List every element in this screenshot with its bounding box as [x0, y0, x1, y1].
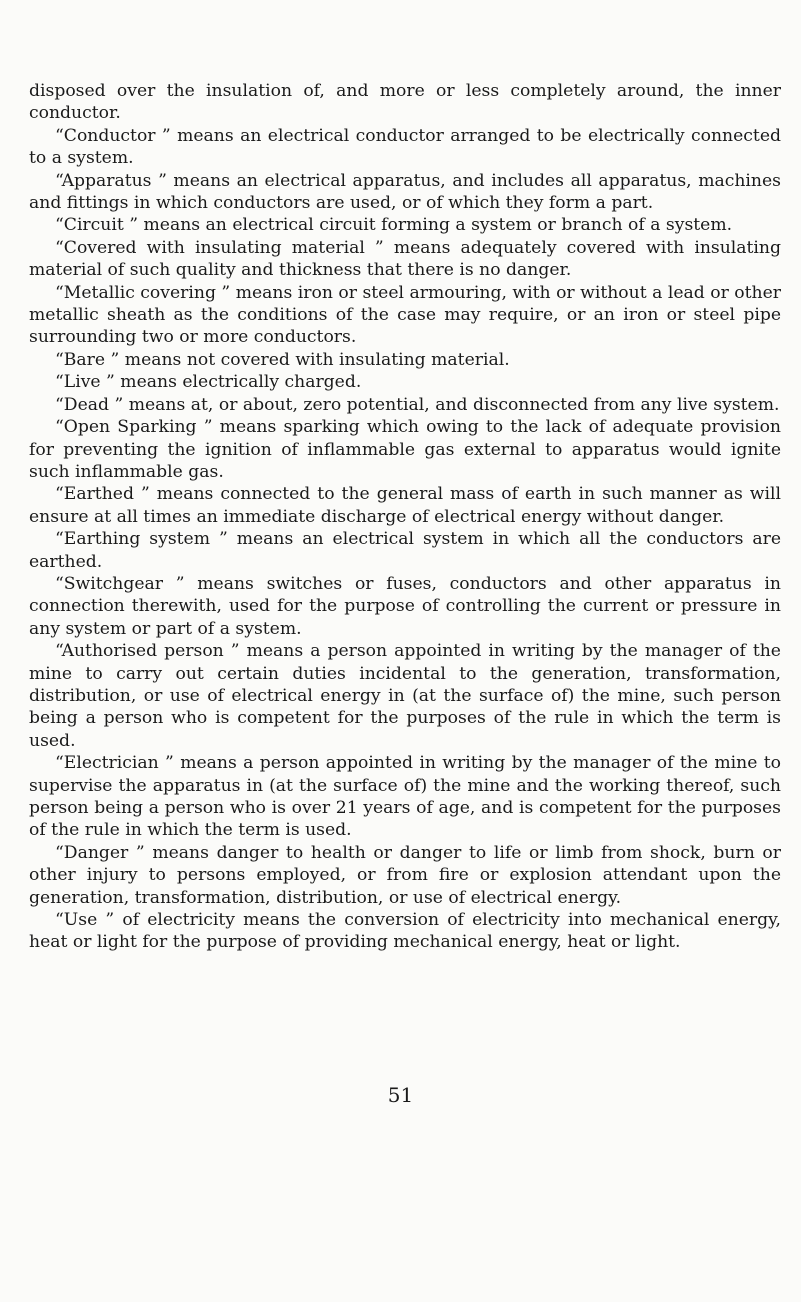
definition-earthing-system	[29, 528, 781, 573]
definition-conductor	[29, 125, 781, 170]
para-10-text: means connected to the general mass of earth in such manner as will ensure at all times an immediate discharge of electrical energy without danger.	[29, 484, 781, 527]
definition-earthed	[29, 483, 781, 528]
para-7-term: “Live ”	[55, 372, 115, 393]
para-15-term: “Danger ”	[55, 842, 145, 863]
para-3-text: means an electrical circuit forming a system or branch of a system.	[138, 215, 733, 236]
para-12-text: means switches or fuses, conductors and other apparatus in connection therewith, used for the purpose of controlling the current or pressure in any system or part of a system.	[29, 573, 781, 639]
para-14-term: “Electrician ”	[55, 753, 174, 774]
paragraph-continuation	[29, 80, 781, 125]
para-15-text: means danger to health or danger to life or limb from shock, burn or other injury to persons employed, or from fire or explosion attendant upon the generation, transformation, distribution, or use of electrical energy.	[29, 842, 781, 908]
definition-electrician	[29, 752, 781, 842]
para-9-text: means sparking which owing to the lack of adequate provision for preventing the ignition of inflammable gas external to apparatus would ignite such inflammable gas.	[29, 417, 781, 482]
para-5-text: means iron or steel armouring, with or without a lead or other metallic sheath as the conditions of the case may require, or an iron or steel pipe surrounding two or more conductors.	[29, 282, 781, 348]
para-3-term: “Circuit ”	[55, 215, 139, 236]
para-11-text: means an electrical system in which all the conductors are earthed.	[29, 529, 781, 572]
definition-authorised-person	[29, 640, 781, 752]
para-14-text: means a person appointed in writing by the manager of the mine to supervise the apparatus in (at the surface of) the mine and the working thereof, such person being a person who is over 21 years of age, and is competent for the purposes of the rule in which the term is used.	[29, 753, 782, 841]
para-8-term: “Dead ”	[55, 394, 124, 415]
para-1-text: means an electrical conductor arranged to be electrically connected to a system.	[29, 125, 781, 169]
para-1-term: “Conductor ”	[55, 125, 171, 146]
para-2-text: means an electrical apparatus, and includes all apparatus, machines and fittings in which conductors are used, or of which they form a part.	[29, 170, 781, 214]
definition-bare	[29, 349, 781, 371]
para-12-term: “Switchgear ”	[55, 573, 185, 594]
para-13-term: “Authorised person ”	[55, 641, 240, 662]
para-4-term: “Covered with insulating material ”	[55, 237, 384, 258]
definition-open-sparking	[29, 416, 781, 483]
para-2-term: “Apparatus ”	[55, 170, 167, 191]
definition-apparatus	[29, 170, 781, 215]
para-8-text: means at, or about, zero potential, and disconnected from any live system.	[123, 394, 780, 415]
para-6-term: “Bare ”	[55, 349, 120, 370]
definition-live	[29, 371, 781, 393]
para-11-term: “Earthing system ”	[55, 529, 228, 550]
definition-dead	[29, 394, 781, 416]
definition-circuit	[29, 214, 781, 236]
para-7-text: means electrically charged.	[114, 372, 362, 393]
para-9-term: “Open Sparking ”	[55, 417, 213, 438]
para-6-text: means not covered with insulating material.	[119, 349, 510, 370]
para-5-term: “Metallic covering ”	[55, 282, 231, 303]
definition-use	[29, 909, 781, 954]
para-16-term: “Use ”	[55, 910, 115, 931]
para-13-text: means a person appointed in writing by the manager of the mine to carry out certain duties incidental to the generation, transformation, distribution, or use of electrical energy in (at the surface of) the mine, such person being a person who is competent for the purposes of the rule in which the term is used.	[29, 641, 781, 751]
definition-switchgear	[29, 573, 781, 640]
definition-danger	[29, 842, 781, 909]
para-4-text: means adequately covered with insulating material of such quality and thickness that there is no danger.	[29, 237, 781, 281]
para-10-term: “Earthed ”	[55, 484, 150, 505]
para-0-text: disposed over the insulation of, and more or less completely around, the inner conductor.	[29, 81, 781, 124]
page-number: 51	[387, 1083, 414, 1107]
definition-metallic-covering	[29, 282, 781, 349]
definition-covered	[29, 237, 781, 282]
para-16-text: of electricity means the conversion of electricity into mechanical energy, heat or light for the purpose of providing mechanical energy, heat or light.	[29, 910, 782, 953]
definitions-text	[29, 80, 781, 954]
